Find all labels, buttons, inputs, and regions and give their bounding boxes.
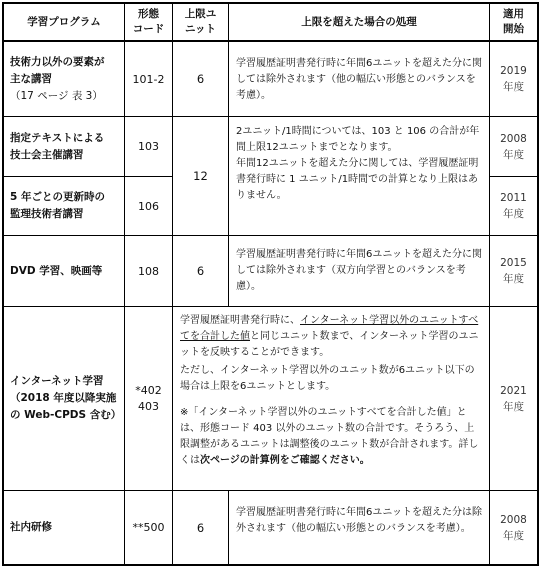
row4-units: [173, 236, 228, 306]
row3-year: [490, 177, 537, 235]
row1-label-sub: （17 ページ 表 3）: [10, 89, 103, 102]
internet-description: [180, 313, 483, 469]
row6-units-text: 6: [196, 520, 205, 535]
row1-year-suffix: 年度: [503, 81, 524, 93]
row5-code-secondary: 403: [138, 399, 159, 413]
row1-label-line2: 主な講習: [10, 72, 52, 85]
rule-bottom: [2, 564, 539, 566]
internet-paragraph-3: [180, 405, 483, 469]
row1-year-value: 2019: [500, 65, 527, 77]
row2-year-value: 2008: [500, 132, 527, 145]
header-applied-line2: 開始: [503, 23, 524, 35]
header-applied: [490, 4, 537, 40]
row6-units: [173, 491, 228, 564]
row4-units-text: 6: [196, 264, 205, 278]
row2-year-suffix: 年度: [503, 148, 524, 161]
merged-description: [236, 124, 483, 204]
row1-units-text: 6: [196, 72, 205, 86]
header-max-units-line2: ニット: [184, 23, 217, 35]
row4-description-text: 学習履歴証明書発行時に年間6ユニットを超えた分に関しては除外されます（双方向学習とのバランスを考慮）。: [236, 249, 482, 292]
row1-description-text: 学習履歴証明書発行時に年間6ユニットを超えた分に関しては除外されます（他の幅広い形態とのバランスを考慮）。: [236, 58, 482, 101]
row2-year: [490, 117, 537, 176]
row1-label: [4, 42, 124, 116]
row5-label-line1: インターネット学習: [10, 375, 104, 387]
merged-units-text: 12: [193, 169, 208, 183]
rule-col3-bottom: [228, 490, 229, 566]
row1-description: [236, 56, 483, 104]
row6-code: [125, 491, 172, 564]
row6-year: [490, 491, 537, 564]
internet-p3-bold: 次ページの計算例をご確認ください。: [200, 455, 370, 466]
row6-code-text: **500: [132, 521, 165, 534]
row4-year-value: 2015: [500, 257, 527, 269]
header-max-units-line1: 上限ユ: [184, 8, 217, 20]
row1-label-line1: 技術力以外の要素が: [10, 55, 105, 68]
row5-year-value: 2021: [500, 384, 527, 397]
row2-label-line2: 技士会主催講習: [10, 148, 84, 161]
row2-label-line1: 指定テキストによる: [10, 131, 105, 144]
row4-year: [490, 236, 537, 306]
header-form-code: [125, 4, 172, 40]
row6-label: [4, 491, 124, 564]
row3-year-suffix: 年度: [503, 208, 524, 220]
row4-code-text: 108: [138, 264, 159, 278]
row5-year: [490, 307, 537, 490]
merged-units: [173, 117, 228, 235]
row5-code: [125, 307, 172, 490]
internet-p1-tail: と同じユニット数まで、インターネット学習のユニットを反映することができます。: [180, 331, 479, 358]
row1-code-text: 101-2: [132, 72, 165, 86]
rule-col3-top: [228, 2, 229, 306]
row5-label: [4, 307, 124, 490]
row3-code: [125, 177, 172, 235]
row6-year-value: 2008: [500, 513, 527, 526]
row2-label: [4, 117, 124, 176]
header-applied-line1: 適用: [503, 8, 524, 20]
row3-label: [4, 177, 124, 235]
internet-p1-lead: 学習履歴証明書発行時に、: [180, 315, 300, 326]
row5-label-line2: （2018 年度以降実施: [10, 392, 117, 404]
rule-right: [537, 2, 539, 566]
internet-p1-underlined: インターネット学習以外のユニットすべてを合計した値: [180, 315, 479, 342]
header-max-units: [173, 4, 228, 40]
row1-code: [125, 42, 172, 116]
internet-p3-body: ※「インターネット学習以外のユニットすべてを合計した値」とは、形態コード 403 以外のユニット数の合計です。そうろう、上限調整があるユニットは調整後のユニット数が合計されます。詳しくは: [180, 407, 479, 466]
header-handling: [229, 4, 489, 40]
row3-label-line1: 5 年ごとの更新時の: [10, 191, 105, 203]
row5-code-primary: *402: [135, 383, 162, 397]
row4-year-suffix: 年度: [503, 273, 524, 285]
row2-code-text: 103: [138, 140, 159, 153]
row5-label-line3: の Web-CPDS 含む）: [10, 409, 122, 421]
header-handling-text: 上限を超えた場合の処理: [301, 15, 417, 28]
row6-description: [236, 505, 483, 537]
row2-code: [125, 117, 172, 176]
row1-units: [173, 42, 228, 116]
row1-year: [490, 42, 537, 116]
row3-code-text: 106: [138, 199, 159, 213]
row6-year-suffix: 年度: [503, 529, 524, 542]
row4-code: [125, 236, 172, 306]
row4-label-line1: DVD 学習、映画等: [10, 264, 103, 277]
row6-label-line1: 社内研修: [10, 521, 52, 533]
row3-label-line2: 監理技術者講習: [10, 208, 84, 220]
row5-year-suffix: 年度: [503, 400, 524, 413]
internet-paragraph-1: [180, 313, 483, 361]
merged-description-part2: 年間12ユニットを超えた分に関しては、学習履歴証明書発行時に 1 ユニット/1時間での計算となり上限はありません。: [236, 158, 479, 201]
internet-paragraph-2: ただし、インターネット学習以外のユニット数が6ユニット以下の場合は上限を6ユニットとします。: [180, 365, 475, 392]
header-form-code-line1: 形態: [138, 8, 159, 20]
row4-description: [236, 247, 483, 295]
row3-year-value: 2011: [500, 192, 527, 204]
header-form-code-line2: コード: [132, 23, 165, 35]
row6-description-text: 学習履歴証明書発行時に年間6ユニットを超えた分は除外されます（他の幅広い形態とのバランスを考慮）。: [236, 507, 482, 534]
row4-label: [4, 236, 124, 306]
merged-description-part1: 2ユニット/1時間については、103 と 106 の合計が年間上限12ユニットまでとなります。: [236, 126, 480, 153]
header-program-text: 学習プログラム: [27, 15, 101, 28]
header-program: [4, 4, 124, 40]
